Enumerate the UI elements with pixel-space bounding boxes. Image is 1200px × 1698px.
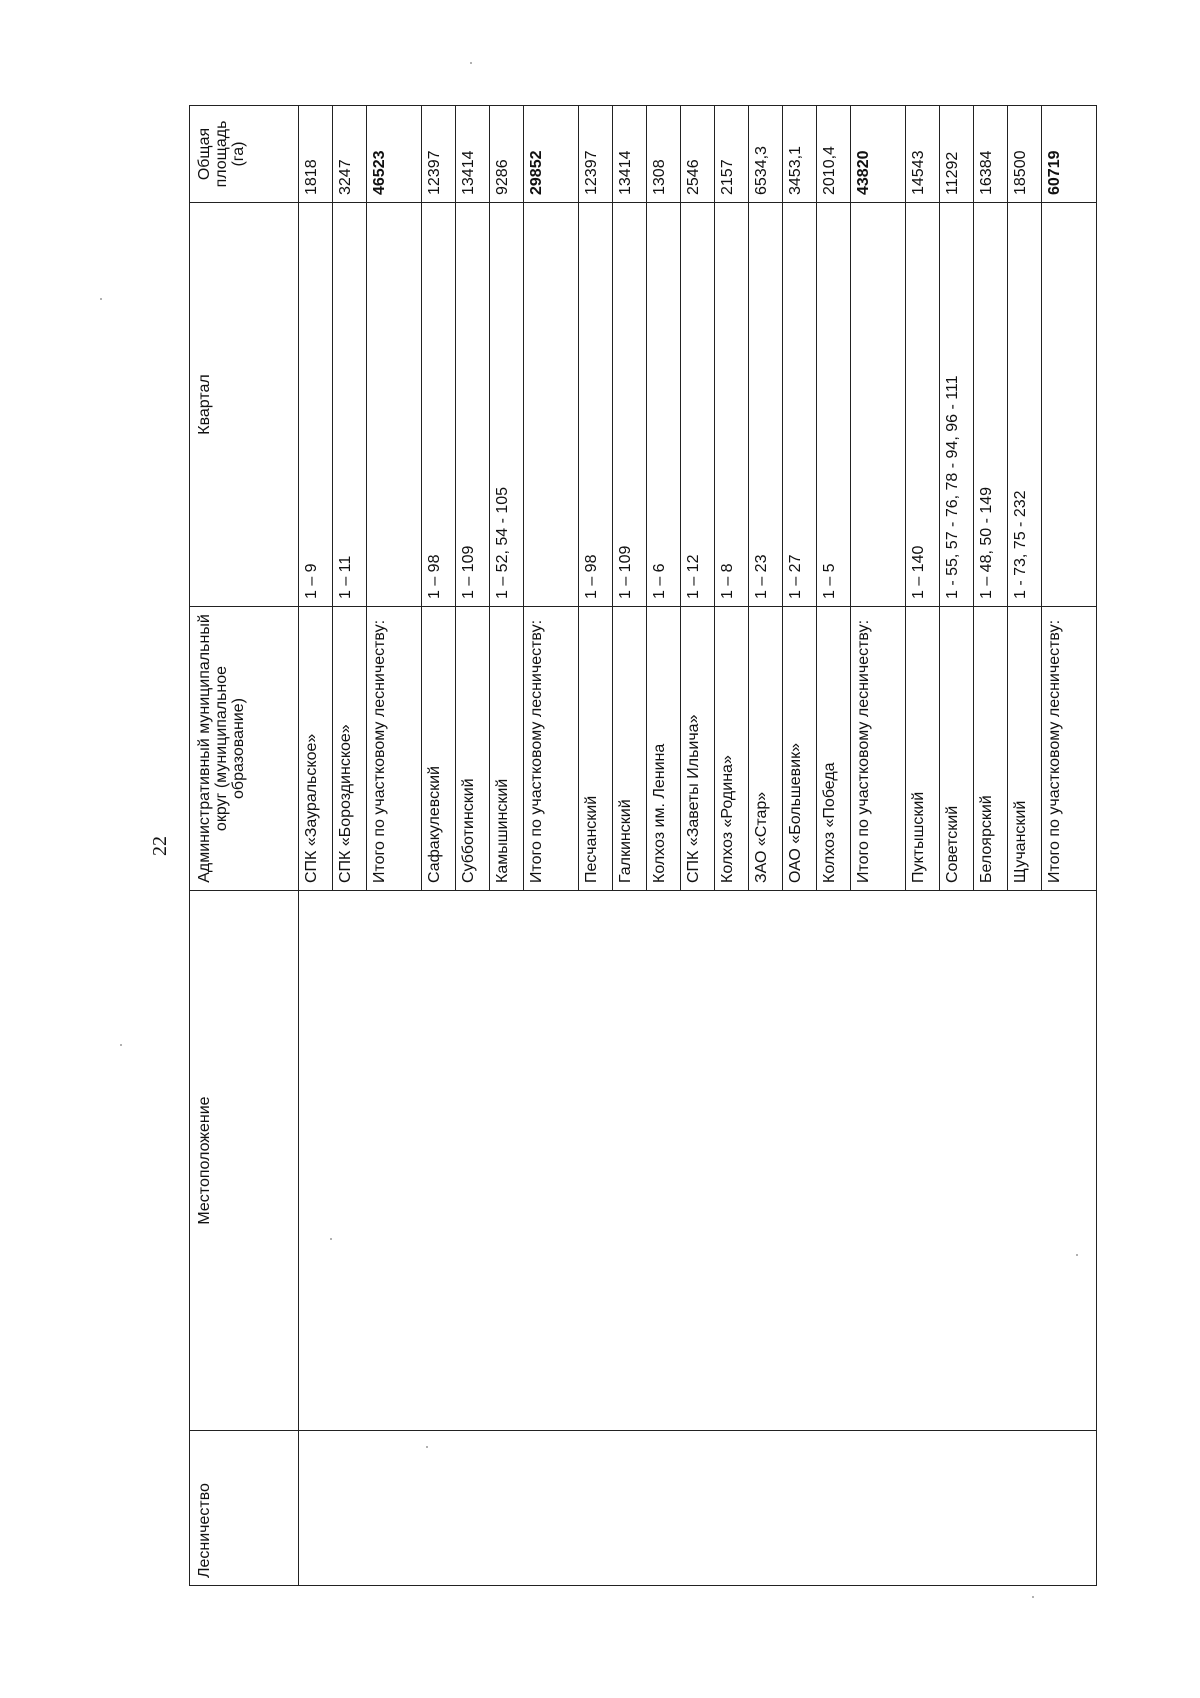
area-cell: 18500 (1008, 106, 1042, 203)
quarter-cell: 1 – 8 (715, 203, 749, 607)
quarter-cell: 1 – 23 (749, 203, 783, 607)
location-cell (681, 891, 715, 1431)
area-cell: 9286 (490, 106, 524, 203)
area-cell: 11292 (940, 106, 974, 203)
area-cell: 12397 (579, 106, 613, 203)
quarter-cell: 1 – 27 (783, 203, 817, 607)
forestry-cell (906, 1431, 940, 1586)
forestry-cell (367, 1431, 422, 1586)
table-row (456, 106, 490, 1586)
forestry-cell (524, 1431, 579, 1586)
table-row (333, 106, 367, 1586)
area-cell: 29852 (524, 106, 579, 203)
forestry-cell (333, 1431, 367, 1586)
district-cell: Советский (940, 607, 974, 891)
area-cell: 60719 (1042, 106, 1097, 203)
forestry-cell (940, 1431, 974, 1586)
district-cell: Галкинский (613, 607, 647, 891)
table-row (422, 106, 456, 1586)
table-row (783, 106, 817, 1586)
district-cell: Субботинский (456, 607, 490, 891)
quarter-cell: 1 – 140 (906, 203, 940, 607)
location-cell (715, 891, 749, 1431)
quarter-cell (851, 203, 906, 607)
forestry-cell (456, 1431, 490, 1586)
forestry-cell (715, 1431, 749, 1586)
total-row (1042, 106, 1097, 1586)
district-cell: Щучанский (1008, 607, 1042, 891)
area-cell: 16384 (974, 106, 1008, 203)
table-row (1008, 106, 1042, 1586)
forestry-cell (613, 1431, 647, 1586)
forestry-cell (299, 1431, 333, 1586)
location-cell (940, 891, 974, 1431)
area-cell: 14543 (906, 106, 940, 203)
district-cell: Колхоз «Победа (817, 607, 851, 891)
forestry-cell (783, 1431, 817, 1586)
location-cell (490, 891, 524, 1431)
forestry-area-table (189, 105, 1097, 1586)
area-cell: 2546 (681, 106, 715, 203)
area-cell: 13414 (456, 106, 490, 203)
district-cell: Итого по участковому лесничеству: (1042, 607, 1097, 891)
district-cell: ОАО «Большевик» (783, 607, 817, 891)
location-cell (422, 891, 456, 1431)
location-cell (456, 891, 490, 1431)
location-cell (851, 891, 906, 1431)
table-row (749, 106, 783, 1586)
area-cell: 1308 (647, 106, 681, 203)
location-cell (1008, 891, 1042, 1431)
quarter-cell: 1 – 98 (579, 203, 613, 607)
location-cell (613, 891, 647, 1431)
area-cell: 2010,4 (817, 106, 851, 203)
area-cell: 6534,3 (749, 106, 783, 203)
table-header (190, 106, 299, 1586)
forestry-cell (647, 1431, 681, 1586)
location-cell (299, 891, 333, 1431)
quarter-cell: 1 - 73, 75 - 232 (1008, 203, 1042, 607)
table-row (906, 106, 940, 1586)
location-cell (974, 891, 1008, 1431)
location-cell (817, 891, 851, 1431)
location-cell (333, 891, 367, 1431)
district-cell: Пуктышский (906, 607, 940, 891)
table-row (579, 106, 613, 1586)
quarter-cell: 1 - 55, 57 - 76, 78 - 94, 96 - 111 (940, 203, 974, 607)
district-cell: Итого по участковому лесничеству: (524, 607, 579, 891)
forestry-cell (851, 1431, 906, 1586)
location-cell (579, 891, 613, 1431)
district-cell: Итого по участковому лесничеству: (851, 607, 906, 891)
location-cell (749, 891, 783, 1431)
district-cell: СПК «Зауральское» (299, 607, 333, 891)
district-cell: СПК «Бороздинское» (333, 607, 367, 891)
quarter-cell: 1 – 11 (333, 203, 367, 607)
table-row (817, 106, 851, 1586)
district-cell: Сафакулевский (422, 607, 456, 891)
table-row (715, 106, 749, 1586)
district-cell: СПК «Заветы Ильича» (681, 607, 715, 891)
table-row (299, 106, 333, 1586)
forestry-cell (490, 1431, 524, 1586)
district-cell: Колхоз «Родина» (715, 607, 749, 891)
quarter-cell: 1 – 98 (422, 203, 456, 607)
quarter-cell: 1 – 9 (299, 203, 333, 607)
quarter-cell: 1 – 109 (456, 203, 490, 607)
forestry-cell (579, 1431, 613, 1586)
table-row (940, 106, 974, 1586)
forestry-cell (817, 1431, 851, 1586)
quarter-cell (524, 203, 579, 607)
header-area: Общая площадь (га) (190, 106, 299, 203)
quarter-cell: 1 – 12 (681, 203, 715, 607)
table-row (613, 106, 647, 1586)
quarter-cell: 1 – 5 (817, 203, 851, 607)
area-cell: 12397 (422, 106, 456, 203)
area-cell: 3453,1 (783, 106, 817, 203)
table-row (490, 106, 524, 1586)
district-cell: Белоярский (974, 607, 1008, 891)
header-forestry: Лесничество (190, 1431, 299, 1586)
quarter-cell: 1 – 48, 50 - 149 (974, 203, 1008, 607)
location-cell (783, 891, 817, 1431)
forestry-cell (1008, 1431, 1042, 1586)
quarter-cell: 1 – 52, 54 - 105 (490, 203, 524, 607)
table-row (681, 106, 715, 1586)
location-cell (906, 891, 940, 1431)
district-cell: Песчанский (579, 607, 613, 891)
forestry-cell (681, 1431, 715, 1586)
quarter-cell: 1 – 6 (647, 203, 681, 607)
location-cell (647, 891, 681, 1431)
forestry-cell (749, 1431, 783, 1586)
location-cell (367, 891, 422, 1431)
area-cell: 43820 (851, 106, 906, 203)
page-number: 22 (148, 836, 171, 856)
table-row (647, 106, 681, 1586)
location-cell (524, 891, 579, 1431)
quarter-cell: 1 – 109 (613, 203, 647, 607)
district-cell: ЗАО «Стар» (749, 607, 783, 891)
total-row (524, 106, 579, 1586)
total-row (367, 106, 422, 1586)
area-cell: 13414 (613, 106, 647, 203)
forestry-cell (1042, 1431, 1097, 1586)
quarter-cell (367, 203, 422, 607)
location-cell (1042, 891, 1097, 1431)
rotated-table-container (189, 106, 1119, 1586)
forestry-cell (422, 1431, 456, 1586)
area-cell: 1818 (299, 106, 333, 203)
quarter-cell (1042, 203, 1097, 607)
district-cell: Итого по участковому лесничеству: (367, 607, 422, 891)
forestry-cell (974, 1431, 1008, 1586)
area-cell: 3247 (333, 106, 367, 203)
district-cell: Колхоз им. Ленина (647, 607, 681, 891)
header-district: Административный муниципальный округ (муниципальное образование) (190, 607, 299, 891)
table-body (299, 106, 1097, 1586)
table-row (974, 106, 1008, 1586)
total-row (851, 106, 906, 1586)
area-cell: 2157 (715, 106, 749, 203)
district-cell: Камышинский (490, 607, 524, 891)
header-location: Местоположение (190, 891, 299, 1431)
header-quarter: Квартал (190, 203, 299, 607)
area-cell: 46523 (367, 106, 422, 203)
